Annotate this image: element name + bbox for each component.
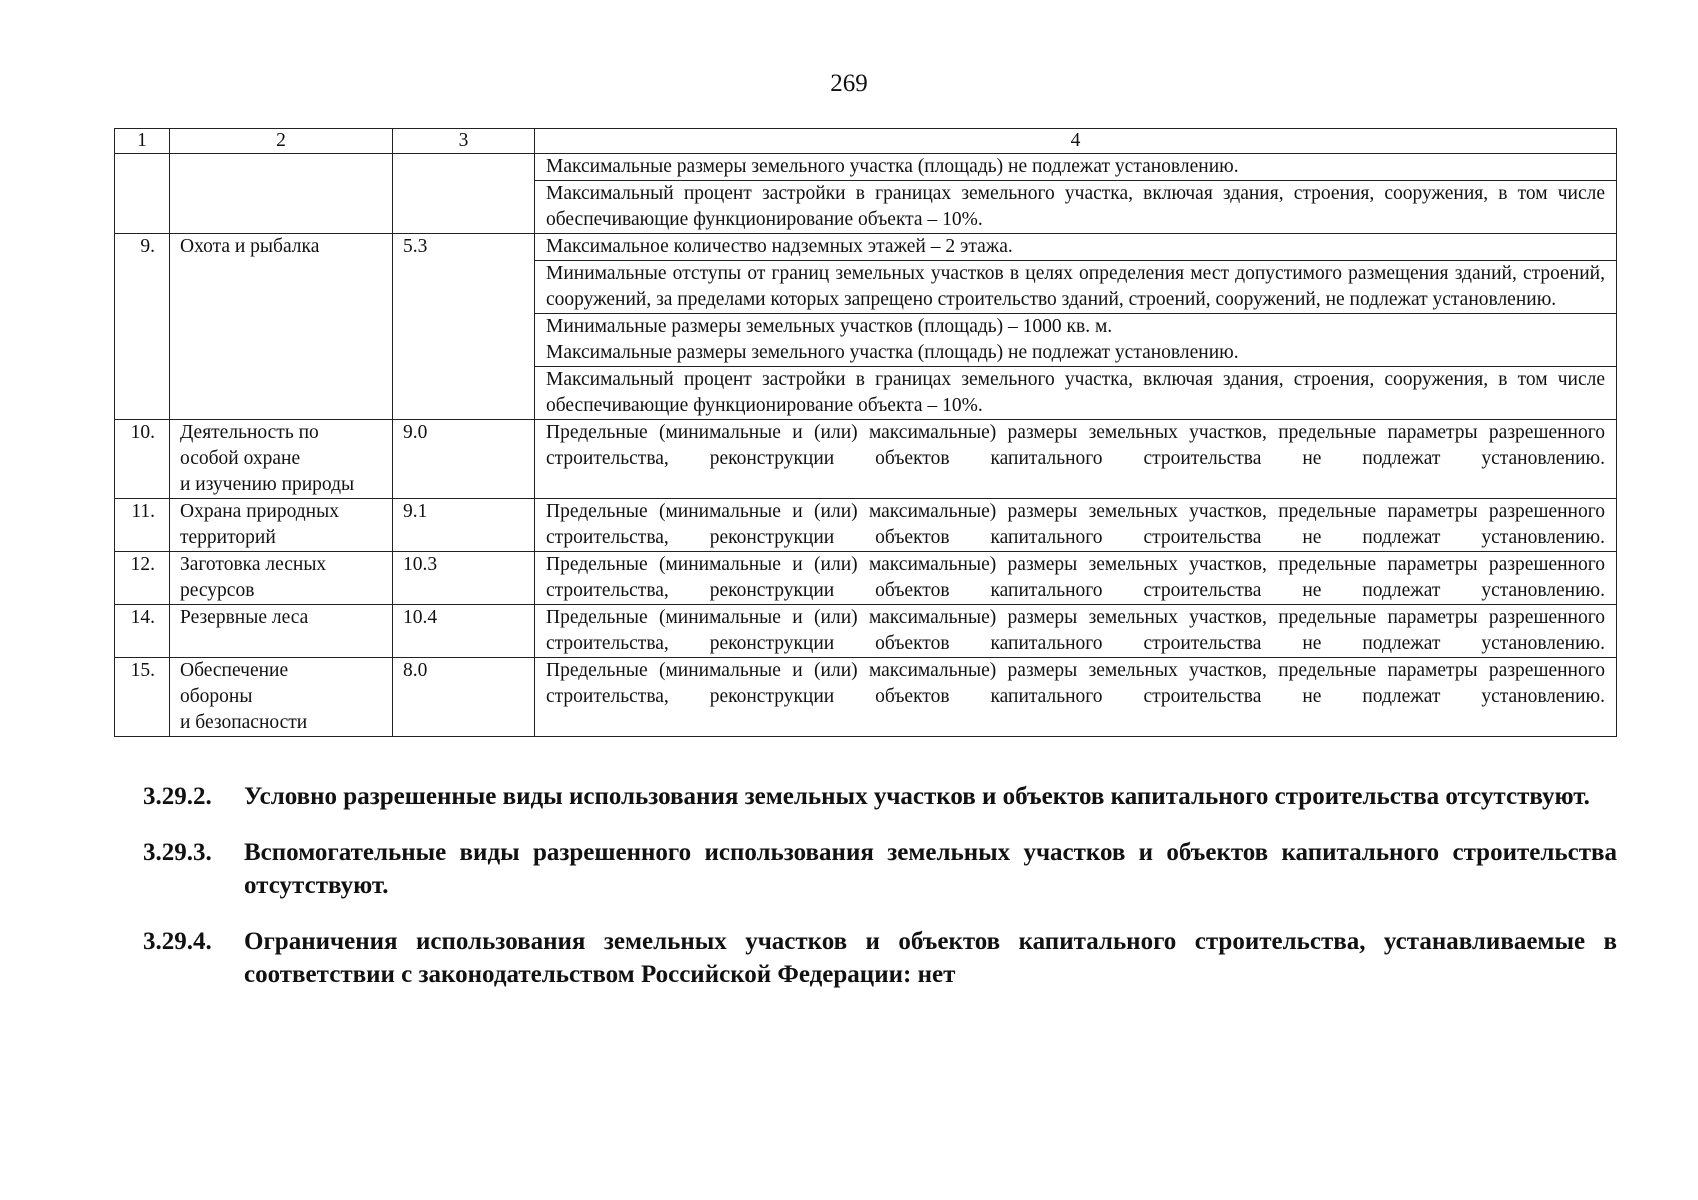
param-cell <box>535 314 1617 367</box>
column-header: 3 <box>393 129 535 154</box>
param-cell: Максимальные размеры земельного участка (площадь) не подлежат установлению. <box>535 154 1617 181</box>
name-line: Охрана природных <box>180 501 339 522</box>
name-line: и изучению природы <box>180 474 355 495</box>
page-number: 269 <box>830 70 868 97</box>
table-row <box>115 234 1617 261</box>
row-name-cell <box>170 154 393 234</box>
row-code: 9.0 <box>393 420 535 499</box>
column-header: 4 <box>535 129 1617 154</box>
sections-list <box>143 780 1617 1014</box>
name-line: и безопасности <box>180 712 308 733</box>
name-line: Заготовка лесных <box>180 554 327 575</box>
table-header-row <box>115 129 1617 154</box>
row-name <box>170 605 393 658</box>
row-description: Предельные (минимальные и (или) максимальные) размеры земельных участков, предельные параметры разрешенного строительства, реконструкции объектов капитального строительства не подлежат установлению. <box>535 658 1617 737</box>
name-line: территорий <box>180 527 276 548</box>
row-description: Предельные (минимальные и (или) максимальные) размеры земельных участков, предельные параметры разрешенного строительства, реконструкции объектов капитального строительства не подлежат установлению. <box>535 420 1617 499</box>
row-code: 10.4 <box>393 605 535 658</box>
section-text: Вспомогательные виды разрешенного использования земельных участков и объектов капитального строительства отсутствуют. <box>244 839 1617 899</box>
section-number: 3.29.2. <box>143 783 212 810</box>
row-name <box>170 499 393 552</box>
table-row <box>115 420 1617 499</box>
table-row <box>115 658 1617 737</box>
row-description: Предельные (минимальные и (или) максимальные) размеры земельных участков, предельные параметры разрешенного строительства, реконструкции объектов капитального строительства не подлежат установлению. <box>535 552 1617 605</box>
name-line: Резервные леса <box>180 607 309 628</box>
row-code: 8.0 <box>393 658 535 737</box>
param-cell: Максимальный процент застройки в границах земельного участка, включая здания, строения, сооружения, в том числе обеспечивающие функционирование объекта – 10%. <box>535 181 1617 234</box>
name-line: обороны <box>180 686 253 707</box>
param-cell: Максимальное количество надземных этажей – 2 этажа. <box>535 234 1617 261</box>
row-name <box>170 658 393 737</box>
param-line: Максимальные размеры земельного участка (площадь) не подлежат установлению. <box>546 342 1239 363</box>
section-3-29-4 <box>143 925 1617 991</box>
section-3-29-2 <box>143 780 1617 813</box>
section-number: 3.29.4. <box>143 928 212 955</box>
row-name: Охота и рыбалка <box>170 234 393 420</box>
row-code: 10.3 <box>393 552 535 605</box>
name-line: ресурсов <box>180 580 255 601</box>
column-header: 1 <box>115 129 170 154</box>
table-row <box>115 154 1617 181</box>
row-number: 9. <box>115 234 170 420</box>
param-cell: Минимальные отступы от границ земельных участков в целях определения мест допустимого размещения зданий, строений, сооружений, за пределами которых запрещено строительство зданий, строений, сооружений, не подлежат установлению. <box>535 261 1617 314</box>
param-line: Минимальные размеры земельных участков (площадь) – 1000 кв. м. <box>546 316 1113 337</box>
land-use-table <box>114 128 1617 737</box>
row-code: 9.1 <box>393 499 535 552</box>
name-line: Обеспечение <box>180 660 289 681</box>
table-row <box>115 499 1617 552</box>
row-code: 5.3 <box>393 234 535 420</box>
section-number: 3.29.3. <box>143 839 212 866</box>
row-number: 10. <box>115 420 170 499</box>
section-text: Ограничения использования земельных участков и объектов капитального строительства, устанавливаемые в соответствии с законодательством Российской Федерации: нет <box>244 928 1617 988</box>
row-description: Предельные (минимальные и (или) максимальные) размеры земельных участков, предельные параметры разрешенного строительства, реконструкции объектов капитального строительства не подлежат установлению. <box>535 499 1617 552</box>
row-number: 14. <box>115 605 170 658</box>
name-line: Деятельность по <box>180 422 319 443</box>
row-code-cell <box>393 154 535 234</box>
section-3-29-3 <box>143 836 1617 902</box>
column-header: 2 <box>170 129 393 154</box>
table-row <box>115 552 1617 605</box>
param-cell: Максимальный процент застройки в границах земельного участка, включая здания, строения, сооружения, в том числе обеспечивающие функционирование объекта – 10%. <box>535 367 1617 420</box>
row-number: 11. <box>115 499 170 552</box>
row-description: Предельные (минимальные и (или) максимальные) размеры земельных участков, предельные параметры разрешенного строительства, реконструкции объектов капитального строительства не подлежат установлению. <box>535 605 1617 658</box>
table-row <box>115 605 1617 658</box>
row-number: 15. <box>115 658 170 737</box>
row-name <box>170 552 393 605</box>
name-line: особой охране <box>180 448 301 469</box>
row-name <box>170 420 393 499</box>
row-number-cell <box>115 154 170 234</box>
row-number: 12. <box>115 552 170 605</box>
section-text: Условно разрешенные виды использования земельных участков и объектов капитального строительства отсутствуют. <box>244 783 1590 810</box>
